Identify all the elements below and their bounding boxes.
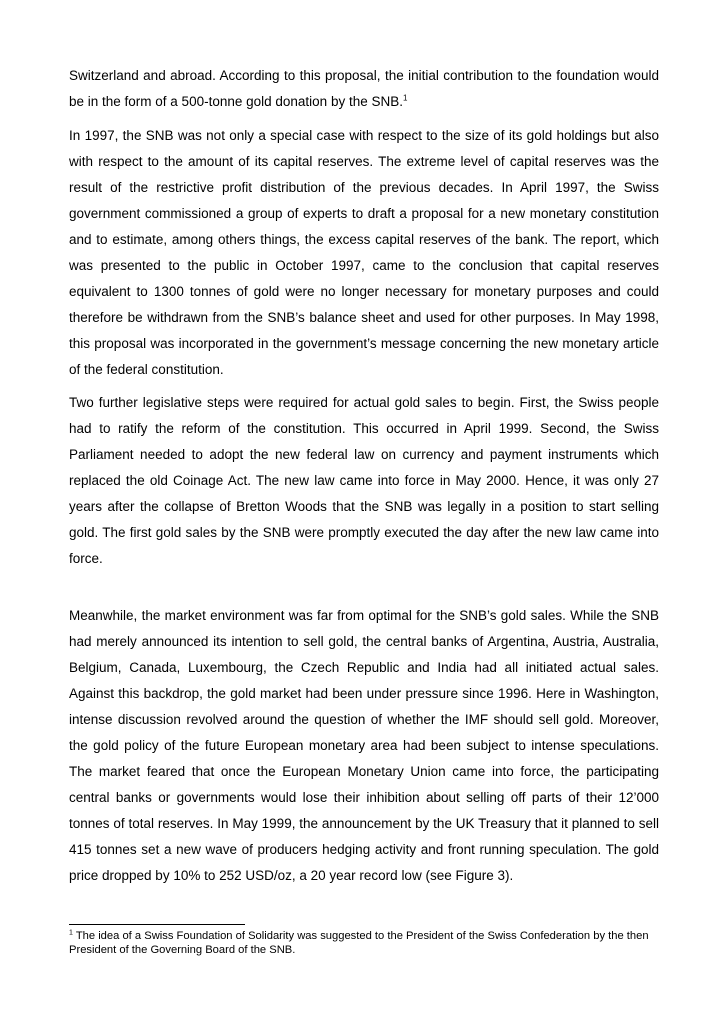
paragraph-1 xyxy=(69,63,659,115)
footnote-reference[interactable]: 1 xyxy=(402,93,408,103)
paragraph-4: Meanwhile, the market environment was far from optimal for the SNB’s gold sales. While the SNB had merely announced its intention to sell gold, the central banks of Argentina, Austria, Australia, Belgium, Canada, Luxembourg, the Czech Republic and India had all initiated actual sales. Against this backdrop, the gold market had been under pressure since 1996. Here in Washington, intense discussion revolved around the question of whether the IMF should sell gold. Moreover, the gold policy of the future European monetary area had been subject to intense speculations. The market feared that once the European Monetary Union came into force, the participating central banks or governments would lose their inhibition about selling off parts of their 12’000 tonnes of total reserves. In May 1999, the announcement by the UK Treasury that it planned to sell 415 tonnes set a new wave of producers hedging activity and front running speculation. The gold price dropped by 10% to 252 USD/oz, a 20 year record low (see Figure 3). xyxy=(69,608,659,883)
footnote xyxy=(69,929,659,957)
paragraph-3: Two further legislative steps were required for actual gold sales to begin. First, the Swiss people had to ratify the reform of the constitution. This occurred in April 1999. Second, the Swiss Parliament needed to adopt the new federal law on currency and payment instruments which replaced the old Coinage Act. The new law came into force in May 2000. Hence, it was only 27 years after the collapse of Bretton Woods that the SNB was legally in a position to start selling gold. The first gold sales by the SNB were promptly executed the day after the new law came into force. xyxy=(69,395,659,566)
paragraph-2: In 1997, the SNB was not only a special case with respect to the size of its gold holdings but also with respect to the amount of its capital reserves. The extreme level of capital reserves was the result of the restrictive profit distribution of the previous decades. In April 1997, the Swiss government commissioned a group of experts to draft a proposal for a new monetary constitution and to estimate, among others things, the excess capital reserves of the bank. The report, which was presented to the public in October 1997, came to the conclusion that capital reserves equivalent to 1300 tonnes of gold were no longer necessary for monetary purposes and could therefore be withdrawn from the SNB’s balance sheet and used for other purposes. In May 1998, this proposal was incorporated in the government’s message concerning the new monetary article of the federal constitution. xyxy=(69,128,659,377)
footnote-number: 1 xyxy=(69,929,73,937)
footnote-text: The idea of a Swiss Foundation of Solidarity was suggested to the President of the Swiss Confederation by the then President of the Governing Board of the SNB. xyxy=(69,930,649,956)
footnote-separator xyxy=(69,924,245,925)
paragraph-1-text: Switzerland and abroad. According to this proposal, the initial contribution to the foundation would be in the form of a 500-tonne gold donation by the SNB. xyxy=(69,68,659,109)
